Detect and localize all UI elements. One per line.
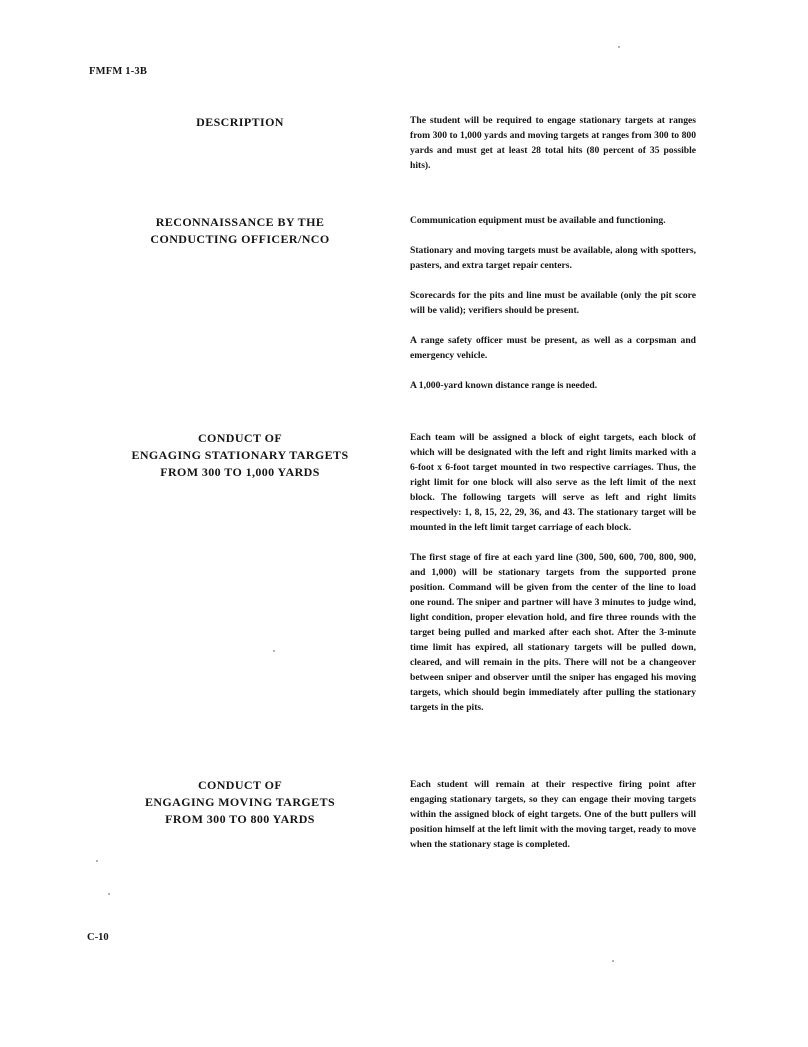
heading-line: CONDUCTING OFFICER/NCO <box>150 232 330 246</box>
heading-line: RECONNAISSANCE BY THE <box>155 215 325 229</box>
heading-line: FROM 300 TO 800 YARDS <box>165 812 315 826</box>
paragraph: A 1,000-yard known distance range is needed. <box>410 380 598 391</box>
scan-speck <box>108 893 110 895</box>
section-heading-moving-targets <box>110 777 370 828</box>
page-header-label: FMFM 1-3B <box>89 66 148 77</box>
section-body-moving-targets <box>410 777 696 867</box>
section-body-reconnaissance <box>410 213 696 408</box>
paragraph: Each team will be assigned a block of eight targets, each block of which will be designated with the left and right limits marked with a 6-foot x 6-foot target mounted in two respective carriages. Thus, the right limit for one block will also serve as the left limit of the next block. The following targets will serve as left and right limits respectively: 1, 8, 15, 22, 29, 36, and 43. The stationary target will be mounted in the left limit target carriage of each block. <box>410 432 696 533</box>
paragraph: Stationary and moving targets must be available, along with spotters, pasters, and extra target repair centers. <box>410 245 696 271</box>
heading-line: CONDUCT OF <box>197 431 283 445</box>
heading-line: FROM 300 TO 1,000 YARDS <box>160 465 320 479</box>
section-heading-reconnaissance <box>110 214 370 248</box>
scan-speck <box>618 46 620 48</box>
scan-speck <box>273 650 275 652</box>
heading-line: CONDUCT OF <box>197 778 283 792</box>
paragraph: Scorecards for the pits and line must be available (only the pit score will be valid); verifiers should be present. <box>410 290 696 316</box>
section-body-stationary-targets <box>410 430 696 730</box>
paragraph: The student will be required to engage stationary targets at ranges from 300 to 1,000 yards and moving targets at ranges from 300 to 800 yards and must get at least 28 total hits (80 percent of 35 possible hits). <box>410 115 696 171</box>
page-number-label: C-10 <box>87 932 109 943</box>
scan-speck <box>612 960 614 962</box>
paragraph: Each student will remain at their respective firing point after engaging stationary targets, so they can engage their moving targets within the assigned block of eight targets. One of the butt pullers will position himself at the left limit with the moving target, ready to move when the stationary stage is completed. <box>410 779 696 850</box>
section-body-description <box>410 113 696 188</box>
paragraph: Communication equipment must be available and functioning. <box>410 215 666 226</box>
section-heading-stationary-targets <box>110 430 370 481</box>
paragraph: A range safety officer must be present, as well as a corpsman and emergency vehicle. <box>410 335 696 361</box>
scan-speck <box>96 860 98 862</box>
heading-line: ENGAGING STATIONARY TARGETS <box>131 448 349 462</box>
section-heading-description <box>110 114 370 131</box>
heading-line: ENGAGING MOVING TARGETS <box>144 795 336 809</box>
heading-line: DESCRIPTION <box>196 115 284 129</box>
paragraph: The first stage of fire at each yard line (300, 500, 600, 700, 800, 900, and 1,000) will be stationary targets from the supported prone position. Command will be given from the center of the line to load one round. The sniper and partner will have 3 minutes to judge wind, light condition, proper elevation hold, and fire three rounds with the target being pulled and marked after each shot. After the 3-minute time limit has expired, all stationary targets will be pulled down, cleared, and will remain in the pits. There will not be a changeover between sniper and observer until the sniper has engaged his moving targets, which should begin immediately after pulling the stationary targets in the pits. <box>410 552 696 713</box>
